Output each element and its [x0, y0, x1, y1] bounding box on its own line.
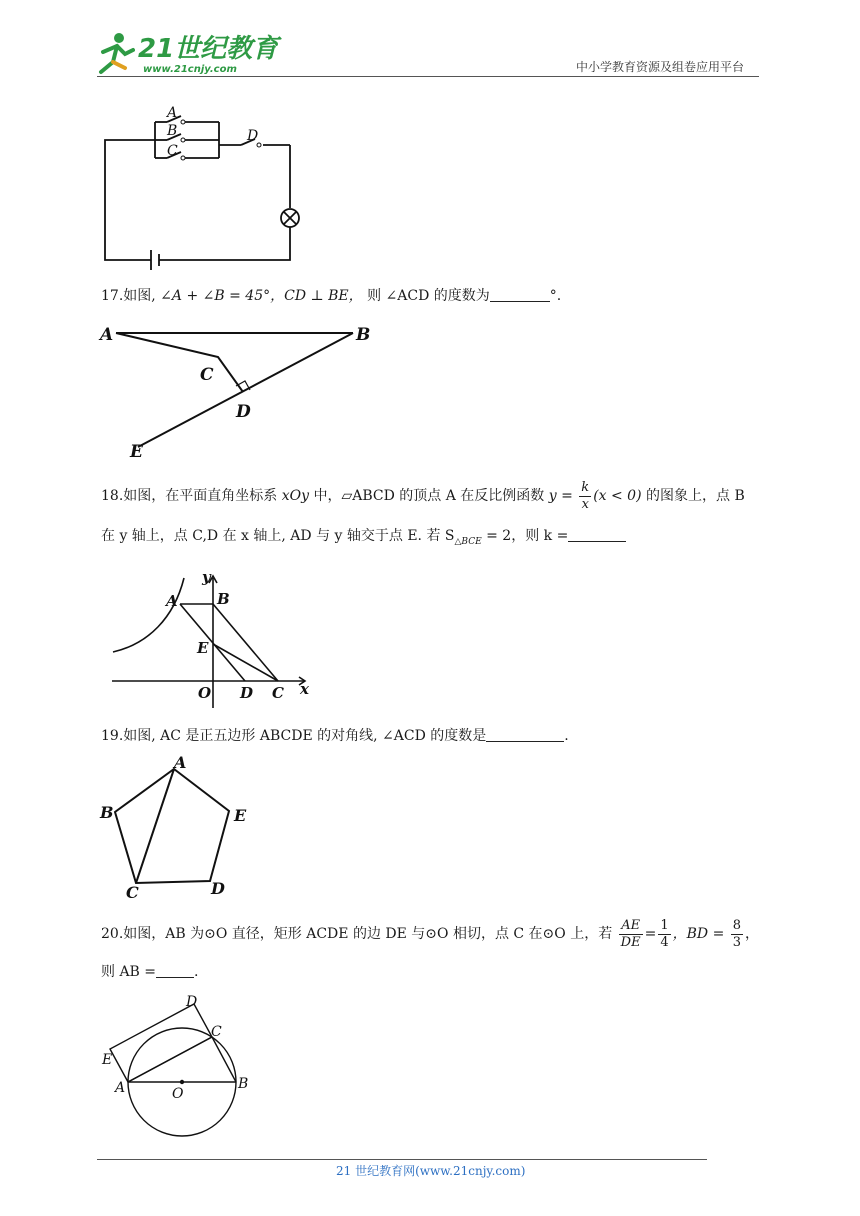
q18-label-y: y — [202, 568, 211, 586]
q18-text-pre: 18.如图，在平面直角坐标系 — [101, 488, 282, 504]
q18-var: xOy — [281, 488, 310, 504]
q20-label-e: E — [102, 1052, 113, 1068]
q20-label-b: B — [238, 1076, 249, 1092]
q18-func-fraction: $\frac{k}{x}$ — [581, 479, 590, 512]
q17-figure — [98, 320, 388, 468]
q20-bd-value: $\frac{8}{3}$ — [732, 917, 742, 950]
q18-line2-text: 在 y 轴上，点 C,D 在 x 轴上, AD 与 y 轴交于点 E. 若 S — [101, 528, 455, 544]
footer-link[interactable]: 21 世纪教育网(www.21cnjy.com) — [336, 1164, 526, 1178]
q19-text-post: . — [564, 728, 569, 744]
q18-text-mid: 中，▱ABCD 的顶点 A 在反比例函数 — [309, 488, 549, 504]
q19-label-c: C — [126, 883, 139, 900]
q18-label-b: B — [217, 590, 230, 608]
q18-label-d: D — [240, 684, 254, 702]
q18-text-post: 的图象上，点 B — [646, 488, 745, 504]
q20-ratio-value: $\frac{1}{4}$ — [660, 917, 669, 950]
q20-label-d: D — [186, 994, 198, 1010]
question-20-line1 — [101, 914, 759, 954]
q20-bd-post: ， — [745, 926, 760, 942]
q18-area-subscript: △BCE — [454, 536, 482, 547]
q17-label-c: C — [200, 365, 214, 385]
circuit-label-b: B — [167, 123, 178, 139]
logo-sub: www.21cnjy.com — [143, 64, 237, 75]
q20-equals: = — [644, 926, 657, 942]
q18-line2-post: = 2，则 k = — [481, 528, 569, 544]
q20-label-a: A — [115, 1080, 126, 1096]
circuit-label-c: C — [167, 143, 178, 159]
question-17 — [101, 286, 561, 306]
q18-label-x: x — [300, 680, 309, 698]
q18-label-c: C — [272, 684, 284, 702]
q17-answer-blank[interactable] — [490, 287, 550, 302]
circuit-label-d: D — [247, 128, 259, 144]
runner-logo-icon — [95, 32, 135, 76]
q19-answer-blank[interactable] — [486, 727, 564, 742]
q20-answer-blank[interactable] — [156, 963, 194, 978]
q19-label-a: A — [174, 753, 187, 772]
q18-answer-blank[interactable] — [568, 527, 626, 542]
q19-label-b: B — [100, 803, 114, 822]
q20-center-dot — [180, 1080, 184, 1084]
q19-figure — [98, 752, 258, 900]
footer-divider — [97, 1159, 707, 1160]
q18-func-domain: (x < 0) — [593, 488, 642, 504]
q20-ratio-fraction: $\frac{AE}{DE}$ — [620, 917, 641, 950]
logo-main: 21世纪教育 — [138, 34, 279, 64]
q18-label-a: A — [166, 592, 178, 610]
q17-label-d: D — [236, 402, 251, 422]
q17-number: 17.如图, — [101, 288, 156, 304]
header-divider — [97, 76, 759, 77]
q17-ask-post: °. — [549, 288, 562, 304]
q19-label-e: E — [234, 806, 247, 825]
q17-label-b: B — [356, 325, 371, 345]
q18-label-o: O — [198, 684, 212, 702]
q17-ask: 则 ∠ACD 的度数为 — [367, 288, 490, 304]
q20-bd-label: ，BD = — [672, 926, 725, 942]
q18-figure — [108, 566, 323, 711]
site-tagline: 中小学教育资源及组卷应用平台 — [576, 60, 745, 74]
question-18-line1 — [101, 478, 745, 514]
q19-text: 19.如图, AC 是正五边形 ABCDE 的对角线, ∠ACD 的度数是 — [101, 728, 487, 744]
q17-label-e: E — [130, 442, 143, 462]
q20-label-o: O — [172, 1086, 184, 1102]
q19-label-d: D — [211, 879, 225, 898]
circuit-figure — [95, 100, 305, 272]
q17-label-a: A — [100, 325, 114, 345]
q18-label-e: E — [197, 639, 209, 657]
q20-line2-post: . — [194, 964, 199, 980]
question-18-line2 — [101, 526, 626, 552]
question-19 — [101, 726, 569, 746]
question-20-line2 — [101, 962, 198, 982]
q20-line2-text: 则 AB = — [101, 964, 157, 980]
q18-func-y: y = — [548, 488, 573, 504]
circuit-label-a: A — [167, 105, 178, 121]
q20-label-c: C — [211, 1024, 222, 1040]
q20-figure — [98, 994, 258, 1140]
q17-condition: ∠A + ∠B = 45°，CD ⊥ BE， — [160, 288, 363, 304]
q20-text: 20.如图，AB 为⊙O 直径，矩形 ACDE 的边 DE 与⊙O 相切，点 C 在⊙O 上，若 — [101, 926, 613, 942]
